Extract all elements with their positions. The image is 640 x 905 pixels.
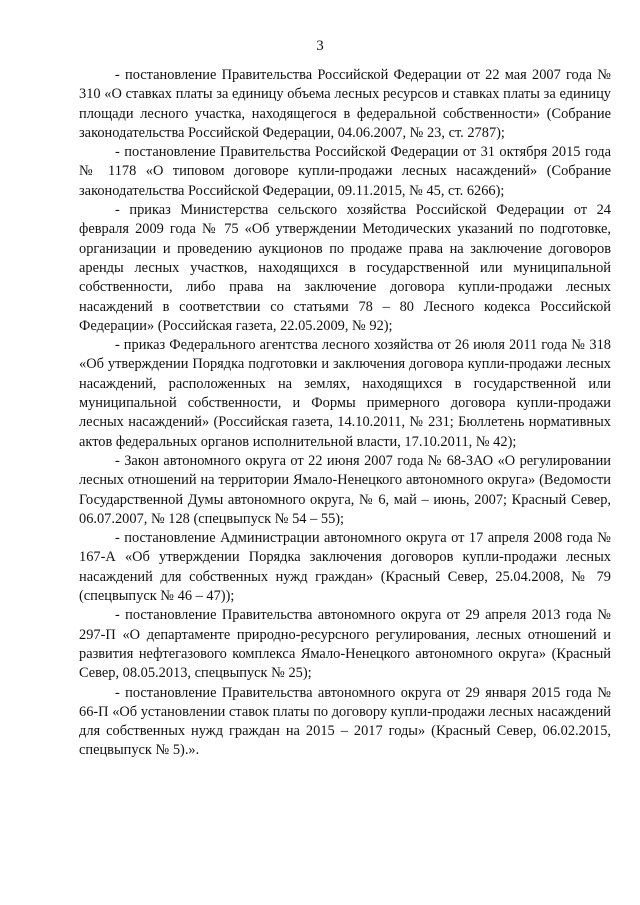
list-item: - приказ Министерства сельского хозяйства Российской Федерации от 24 февраля 2009 года № 75 «Об утверждении Методических указаний по подготовке, организации и проведению аукционов по продаже права на заключение договоров аренды лесных участков, находящихся в государственной или муниципальной собственности, либо права на заключение договора купли-продажи лесных насаждений в соответствии со статьями 78 – 80 Лесного кодекса Российской Федерации» (Российская газета, 22.05.2009, № 92); [79, 202, 611, 334]
list-item: - постановление Администрации автономного округа от 17 апреля 2008 года № 167-А «Об утверждении Порядка заключения договоров купли-продажи лесных насаждений для собственных нужд граждан» (Красный Север, 25.04.2008, № 79 (спецвыпуск № 46 – 47)); [79, 530, 611, 605]
list-item: - приказ Федерального агентства лесного хозяйства от 26 июля 2011 года № 318 «Об утверждении Порядка подготовки и заключения договора купли-продажи лесных насаждений, расположенных на землях, находящихся в государственной или муниципальной собственности, и Формы примерного договора купли-продажи лесных насаждений» (Российская газета, 14.10.2011, № 231; Бюллетень нормативных актов федеральных органов исполнительной власти, 17.10.2011, № 42); [79, 337, 611, 450]
document-body [79, 66, 611, 761]
list-item: - постановление Правительства Российской Федерации от 31 октября 2015 года № 1178 «О типовом договоре купли-продажи лесных насаждений» (Собрание законодательства Российской Федерации, 09.11.2015, № 45, ст. 6266); [79, 144, 611, 199]
list-item: - постановление Правительства Российской Федерации от 22 мая 2007 года № 310 «О ставках платы за единицу объема лесных ресурсов и ставках платы за единицу площади лесного участка, находящегося в федеральной собственности» (Собрание законодательства Российской Федерации, 04.06.2007, № 23, ст. 2787); [79, 67, 611, 141]
list-item: - Закон автономного округа от 22 июня 2007 года № 68-ЗАО «О регулировании лесных отношений на территории Ямало-Ненецкого автономного округа» (Ведомости Государственной Думы автономного округа, № 6, май – июнь, 2007; Красный Север, 06.07.2007, № 128 (спецвыпуск № 54 – 55); [79, 452, 611, 527]
list-item: - постановление Правительства автономного округа от 29 апреля 2013 года № 297-П «О департаменте природно-ресурсного регулирования, лесных отношений и развития нефтегазового комплекса Ямало-Ненецкого автономного округа» (Красный Север, 08.05.2013, спецвыпуск № 25); [79, 607, 611, 682]
list-item: - постановление Правительства автономного округа от 29 января 2015 года № 66-П «Об установлении ставок платы по договору купли-продажи лесных насаждений для собственных нужд граждан на 2015 – 2017 годы» (Красный Север, 06.02.2015, спецвыпуск № 5).». [79, 684, 611, 759]
page-number: 3 [316, 38, 324, 54]
